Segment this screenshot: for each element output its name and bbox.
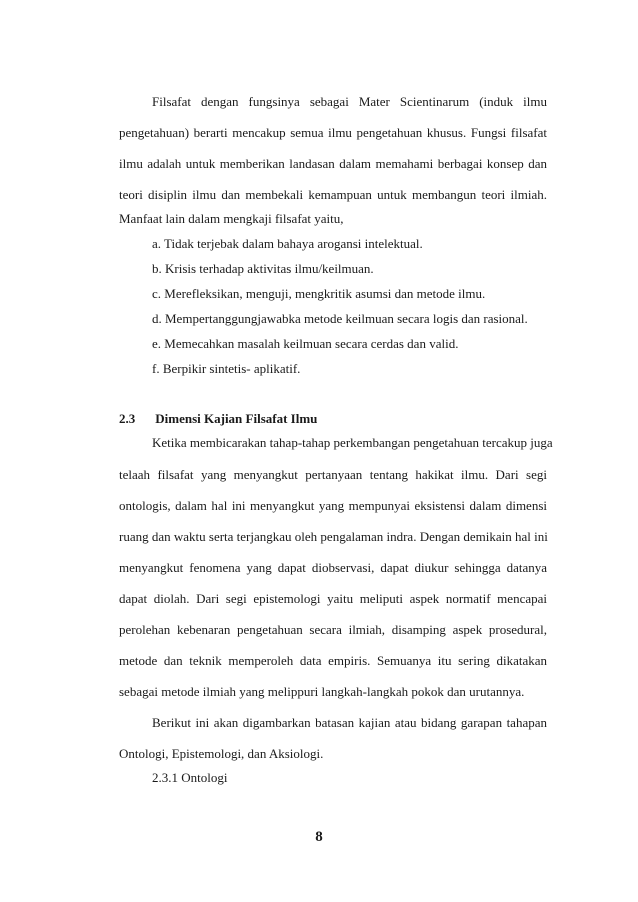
list-item-label: a.: [152, 236, 162, 251]
list-item: [152, 361, 580, 377]
text-line: dapat diolah. Dari segi epistemologi yaitu meliputi aspek normatif mencapai: [119, 591, 547, 606]
list-item: [152, 336, 580, 352]
page-number: 8: [315, 829, 323, 845]
subsection-heading: [152, 770, 580, 786]
list-item-label: c.: [152, 286, 162, 301]
text-line: Berikut ini akan digambarkan batasan kajian atau bidang garapan tahapan: [152, 715, 547, 730]
list-item-text: Berpikir sintetis- aplikatif.: [162, 361, 301, 376]
subsection-title: Ontologi: [181, 770, 228, 785]
list-item-text: Krisis terhadap aktivitas ilmu/keilmuan.: [165, 261, 374, 276]
section-title: Dimensi Kajian Filsafat Ilmu: [155, 411, 318, 426]
text-line: ilmu adalah untuk memberikan landasan dalam memahami berbagai konsep dan: [119, 156, 547, 171]
text-line: sebagai metode ilmiah yang melippuri langkah-langkah pokok dan urutannya.: [119, 684, 525, 699]
list-item-label: d.: [152, 311, 162, 326]
list-item: [152, 286, 580, 302]
text-line: metode dan teknik memperoleh data empiris. Semuanya itu sering dikatakan: [119, 653, 547, 668]
text-line: Manfaat lain dalam mengkaji filsafat yaitu,: [119, 211, 344, 226]
text-line: ontologis, dalam hal ini menyangkut yang mempunyai eksistensi dalam dimensi: [119, 498, 547, 513]
list-item-label: e.: [152, 336, 162, 351]
text-line: telaah filsafat yang menyangkut pertanyaan tentang hakikat ilmu. Dari segi: [119, 467, 547, 482]
text-line: ruang dan waktu serta terjangkau oleh pengalaman indra. Dengan demikain hal ini: [119, 529, 548, 544]
list-item-label: b.: [152, 261, 162, 276]
list-item: [152, 236, 580, 252]
text-line: Ketika membicarakan tahap-tahap perkembangan pengetahuan tercakup juga: [152, 435, 553, 450]
text-line: pengetahuan) berarti mencakup semua ilmu pengetahuan khusus. Fungsi filsafat: [119, 125, 547, 140]
text-line: menyangkut fenomena yang dapat diobservasi, dapat diukur sehingga datanya: [119, 560, 547, 575]
text-line: Filsafat dengan fungsinya sebagai Mater Scientinarum (induk ilmu: [152, 94, 547, 109]
section-heading: [119, 411, 547, 427]
text-line: teori disiplin ilmu dan membekali kemampuan untuk membangun teori ilmiah.: [119, 187, 547, 202]
text-line: Ontologi, Epistemologi, dan Aksiologi.: [119, 746, 324, 761]
list-item-text: Merefleksikan, menguji, mengkritik asumsi dan metode ilmu.: [164, 286, 486, 301]
list-item: [152, 311, 580, 327]
text-line: perolehan kebenaran pengetahuan secara ilmiah, disamping aspek prosedural,: [119, 622, 547, 637]
list-item-text: Tidak terjebak dalam bahaya arogansi intelektual.: [164, 236, 423, 251]
list-item-text: Mempertanggungjawabka metode keilmuan secara logis dan rasional.: [165, 311, 528, 326]
subsection-number: 2.3.1: [152, 770, 178, 785]
list-item: [152, 261, 580, 277]
section-number: 2.3: [119, 411, 136, 426]
list-item-label: f.: [152, 361, 160, 376]
list-item-text: Memecahkan masalah keilmuan secara cerdas dan valid.: [164, 336, 459, 351]
